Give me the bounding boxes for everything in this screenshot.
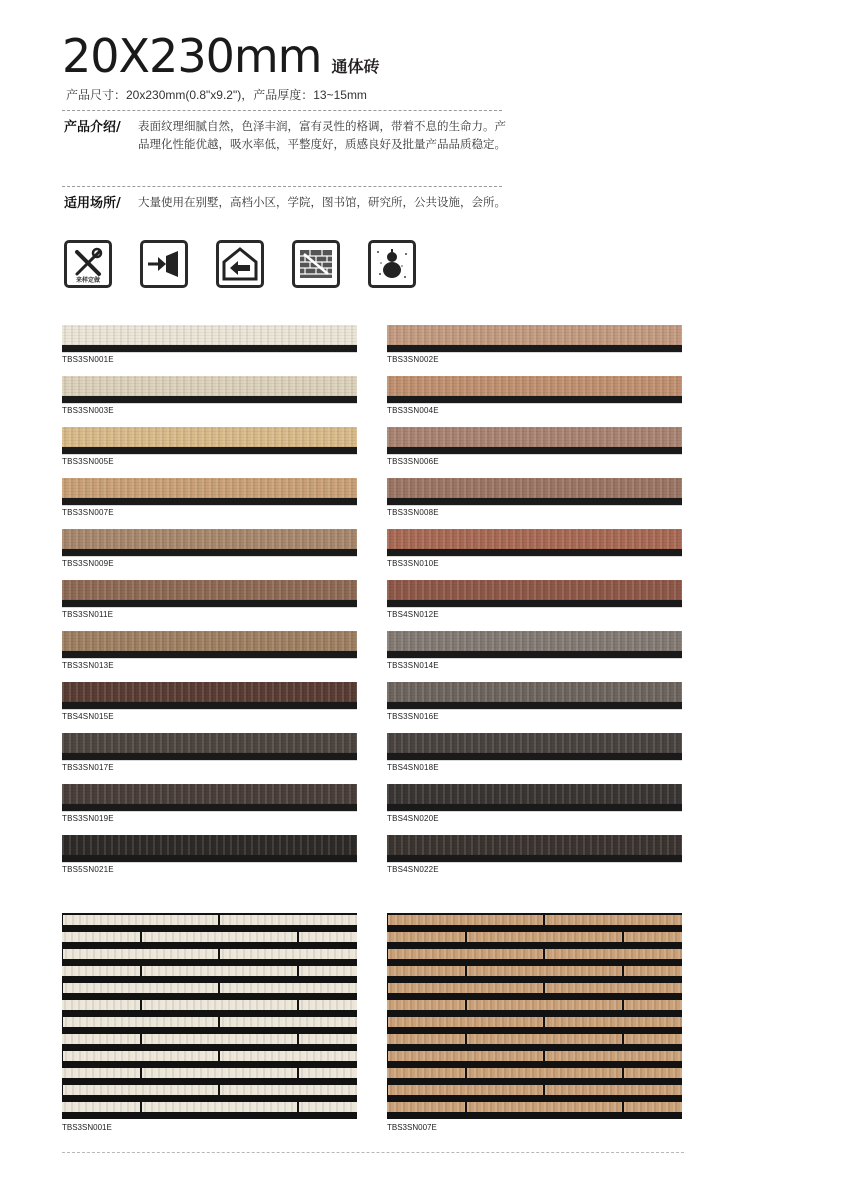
tile-code: TBS4SN018E xyxy=(387,763,439,772)
tile-code: TBS4SN012E xyxy=(387,610,439,619)
brick xyxy=(63,1051,218,1061)
tile-swatch xyxy=(62,682,357,721)
brick xyxy=(142,1000,297,1010)
brick xyxy=(220,1051,357,1061)
brick xyxy=(220,983,357,993)
brick xyxy=(545,1085,682,1095)
tile-sample xyxy=(387,580,682,607)
brick xyxy=(387,1102,465,1112)
brick xyxy=(624,1102,682,1112)
tile-code: TBS3SN017E xyxy=(62,763,114,772)
tile-sample xyxy=(62,733,357,760)
tile-sample xyxy=(387,682,682,709)
wall-preview xyxy=(62,913,357,1119)
brick xyxy=(142,1034,297,1044)
brick xyxy=(387,966,465,976)
tile-swatch xyxy=(62,325,357,364)
tile-sample xyxy=(387,478,682,505)
brick xyxy=(299,1000,357,1010)
tile-sample xyxy=(387,325,682,352)
brick xyxy=(299,966,357,976)
tile-code: TBS3SN005E xyxy=(62,457,114,466)
tile-code: TBS3SN016E xyxy=(387,712,439,721)
brick xyxy=(63,949,218,959)
brick xyxy=(142,1102,297,1112)
brick xyxy=(467,966,622,976)
tile-swatch xyxy=(387,733,682,772)
tile-code: TBS4SN022E xyxy=(387,865,439,874)
brick xyxy=(63,1085,218,1095)
brick xyxy=(467,1068,622,1078)
brick xyxy=(387,1034,465,1044)
brick xyxy=(62,932,140,942)
divider xyxy=(62,110,502,111)
intro-section xyxy=(64,116,514,176)
brick xyxy=(467,1102,622,1112)
brick xyxy=(545,983,682,993)
divider xyxy=(62,186,502,187)
tile-sample xyxy=(62,580,357,607)
tile-swatch xyxy=(62,478,357,517)
brick xyxy=(220,1017,357,1027)
wall-code: TBS3SN007E xyxy=(387,1123,437,1132)
tile-sample xyxy=(387,427,682,454)
tile-sample xyxy=(62,835,357,862)
brick xyxy=(545,915,682,925)
tile-code: TBS5SN021E xyxy=(62,865,114,874)
tile-swatch xyxy=(62,529,357,568)
tile-swatch xyxy=(387,478,682,517)
wall-code: TBS3SN001E xyxy=(62,1123,112,1132)
brick xyxy=(299,1034,357,1044)
gourd-icon xyxy=(368,240,416,288)
brick-wall-icon xyxy=(292,240,340,288)
tile-swatch xyxy=(387,682,682,721)
usage-label: 适用场所/ xyxy=(64,196,121,211)
usage-text: 大量使用在别墅，高档小区，学院，图书馆，研究所，公共设施，会所。 xyxy=(138,195,506,209)
tile-swatch xyxy=(62,733,357,772)
tile-swatch xyxy=(387,325,682,364)
divider xyxy=(62,1152,684,1153)
brick xyxy=(62,1000,140,1010)
tile-sample xyxy=(387,835,682,862)
brick xyxy=(545,1051,682,1061)
tile-code: TBS3SN014E xyxy=(387,661,439,670)
tile-sample xyxy=(62,529,357,556)
brick xyxy=(62,1034,140,1044)
brick xyxy=(387,1000,465,1010)
tile-sample xyxy=(387,376,682,403)
brick xyxy=(387,1068,465,1078)
tile-code: TBS3SN003E xyxy=(62,406,114,415)
tile-sample xyxy=(62,784,357,811)
tile-sample xyxy=(62,427,357,454)
tile-sample xyxy=(62,325,357,352)
brick xyxy=(220,1085,357,1095)
tile-code: TBS3SN019E xyxy=(62,814,114,823)
page-title: 20X230mm xyxy=(62,29,322,83)
intro-text: 表面纹理细腻自然，色泽丰润，富有灵性的格调，带着不息的生命力。产品理化性能优越，吸水率低，平整度好，质感良好及批量产品品质稳定。 xyxy=(138,119,506,151)
tile-sample xyxy=(387,631,682,658)
brick xyxy=(624,932,682,942)
brick xyxy=(388,1085,543,1095)
brick xyxy=(142,932,297,942)
tile-sample xyxy=(387,784,682,811)
brick xyxy=(624,1000,682,1010)
tile-sample xyxy=(62,376,357,403)
brick xyxy=(62,1102,140,1112)
tile-swatch xyxy=(387,631,682,670)
tile-code: TBS3SN009E xyxy=(62,559,114,568)
tile-code: TBS3SN011E xyxy=(62,610,114,619)
tile-sample xyxy=(62,631,357,658)
brick xyxy=(624,966,682,976)
brick xyxy=(299,1068,357,1078)
brick xyxy=(624,1068,682,1078)
tile-swatch xyxy=(62,784,357,823)
brick xyxy=(299,1102,357,1112)
brick xyxy=(388,1017,543,1027)
tile-code: TBS3SN002E xyxy=(387,355,439,364)
tile-swatch xyxy=(62,580,357,619)
brick xyxy=(62,1068,140,1078)
page-subtitle: 通体砖 xyxy=(331,57,380,76)
brick xyxy=(142,966,297,976)
brick xyxy=(545,949,682,959)
product-spec: 产品尺寸：20x230mm(0.8"x9.2")，产品厚度：13~15mm xyxy=(66,88,367,102)
brick xyxy=(63,1017,218,1027)
brick xyxy=(387,932,465,942)
brick xyxy=(624,1034,682,1044)
tile-code: TBS3SN006E xyxy=(387,457,439,466)
brick xyxy=(388,1051,543,1061)
tile-swatch xyxy=(387,835,682,874)
tile-code: TBS3SN001E xyxy=(62,355,114,364)
intro-label: 产品介绍/ xyxy=(64,120,121,135)
brick xyxy=(388,915,543,925)
brick xyxy=(299,932,357,942)
tile-swatch xyxy=(387,427,682,466)
brick xyxy=(545,1017,682,1027)
brick xyxy=(142,1068,297,1078)
tile-code: TBS4SN020E xyxy=(387,814,439,823)
tile-sample xyxy=(62,682,357,709)
tile-code: TBS3SN004E xyxy=(387,406,439,415)
title-block xyxy=(62,30,379,82)
tile-code: TBS3SN008E xyxy=(387,508,439,517)
brick xyxy=(467,1034,622,1044)
brick xyxy=(388,983,543,993)
arrow-wall-icon xyxy=(140,240,188,288)
usage-section xyxy=(64,192,514,232)
icon-caption: 来样定做 xyxy=(75,277,101,284)
tile-code: TBS3SN007E xyxy=(62,508,114,517)
tile-code: TBS3SN013E xyxy=(62,661,114,670)
tile-swatch xyxy=(387,784,682,823)
tile-swatch xyxy=(387,376,682,415)
tile-sample xyxy=(387,529,682,556)
tile-code: TBS4SN015E xyxy=(62,712,114,721)
brick xyxy=(220,915,357,925)
brick xyxy=(467,1000,622,1010)
tile-code: TBS3SN010E xyxy=(387,559,439,568)
house-arrow-icon xyxy=(216,240,264,288)
brick xyxy=(467,932,622,942)
brick xyxy=(388,949,543,959)
brick xyxy=(220,949,357,959)
brick xyxy=(63,983,218,993)
tile-swatch xyxy=(62,376,357,415)
brick xyxy=(62,966,140,976)
brick xyxy=(63,915,218,925)
tile-swatch xyxy=(62,835,357,874)
tile-swatch xyxy=(387,580,682,619)
tile-swatch xyxy=(62,427,357,466)
tile-sample xyxy=(387,733,682,760)
wall-preview xyxy=(387,913,682,1119)
tools-icon xyxy=(64,240,112,288)
tile-swatch xyxy=(62,631,357,670)
tile-sample xyxy=(62,478,357,505)
tile-swatch xyxy=(387,529,682,568)
